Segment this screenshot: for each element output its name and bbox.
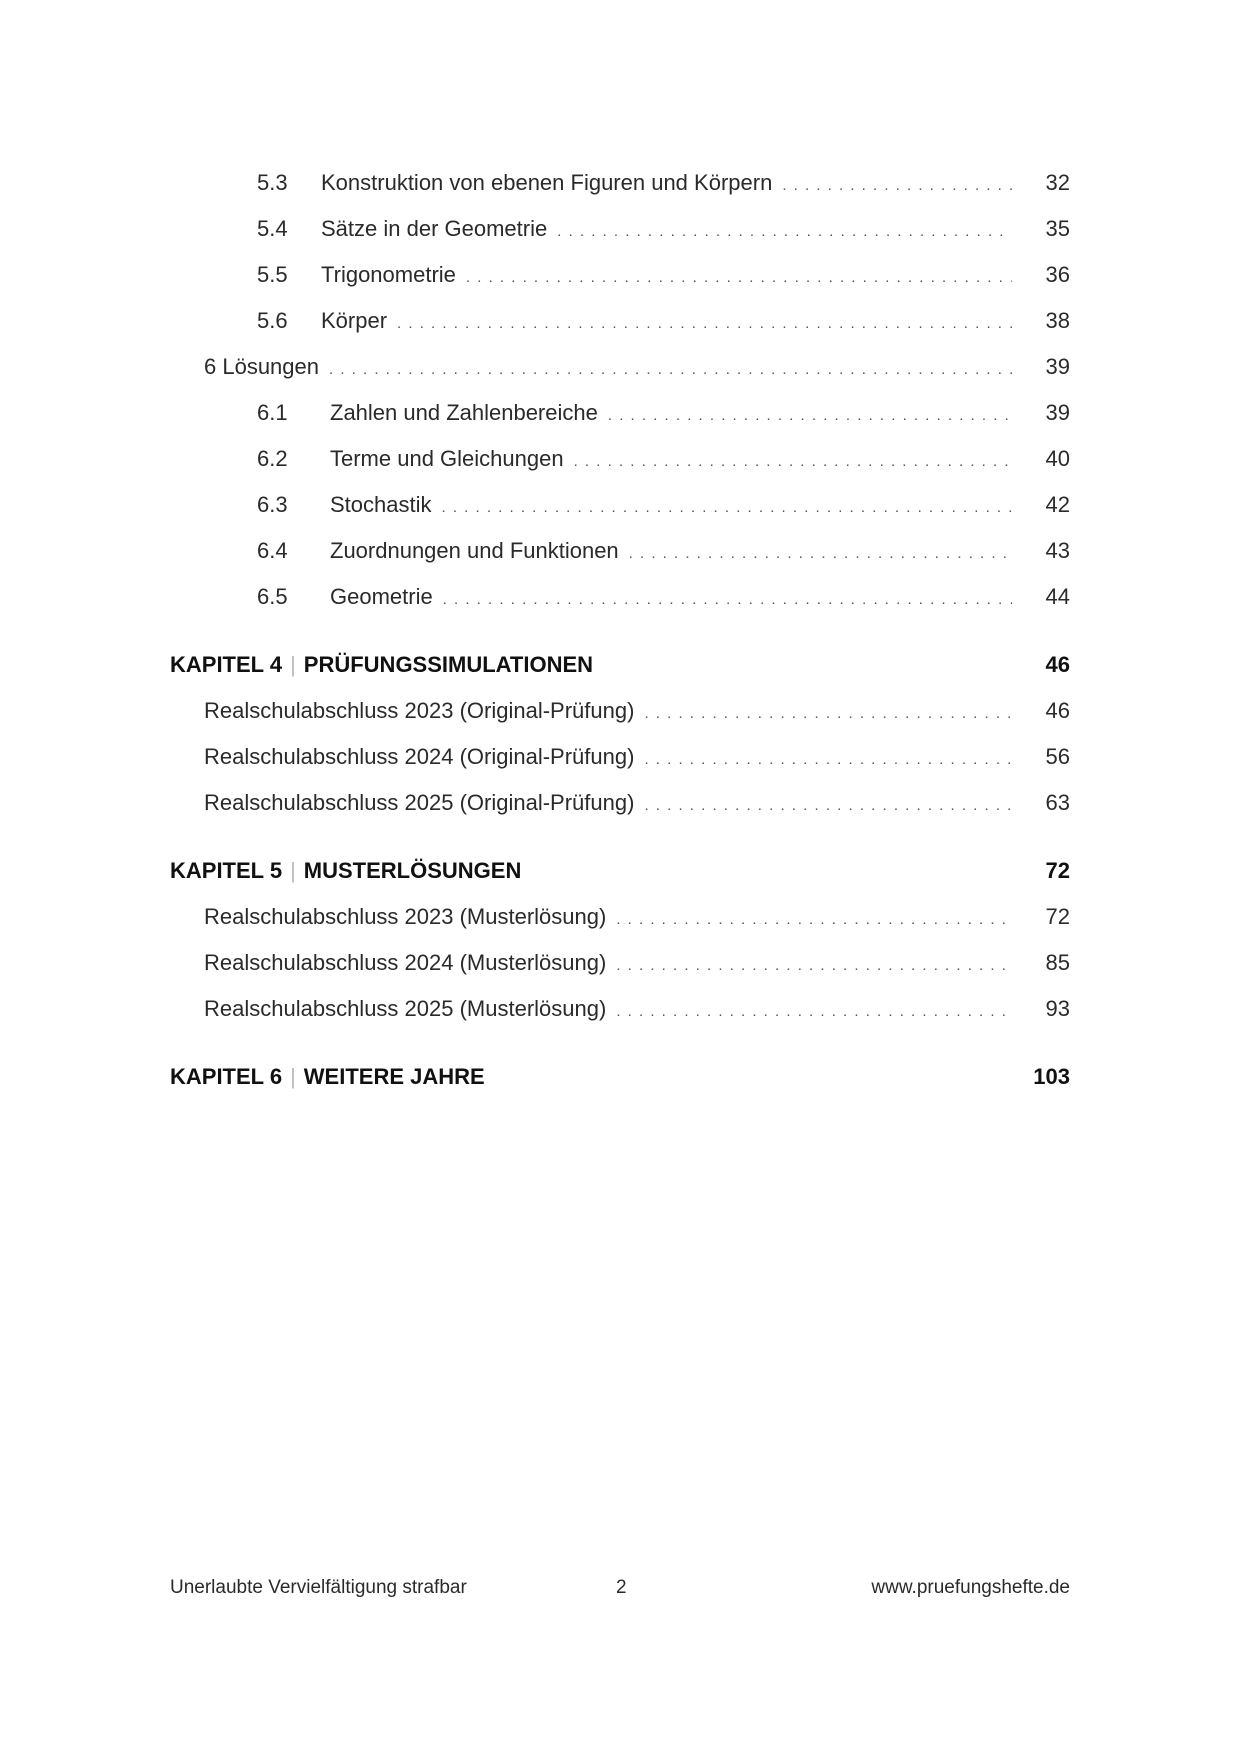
- dot-leader: [557, 223, 1012, 240]
- dot-leader: [329, 361, 1012, 378]
- toc-entry-rsa-2025-muster[interactable]: [170, 996, 1070, 1042]
- toc-entry-5-5[interactable]: [170, 262, 1070, 308]
- page-footer: [170, 1577, 1070, 1607]
- chapter-title: WEITERE JAHRE: [303, 1064, 485, 1089]
- dot-leader: [616, 1003, 1012, 1020]
- toc-entry-title: Konstruktion von ebenen Figuren und Körpern: [321, 170, 773, 195]
- toc-entry-page: 72: [1045, 904, 1070, 929]
- dot-leader: [616, 911, 1012, 928]
- toc-entry-page: 85: [1045, 950, 1070, 975]
- dot-leader: [442, 499, 1013, 516]
- toc-entry-title: Körper: [321, 308, 388, 333]
- toc-entry-title: Realschulabschluss 2024 (Musterlösung): [204, 950, 607, 975]
- toc-entry-page: 39: [1045, 354, 1070, 379]
- dot-leader: [644, 797, 1012, 814]
- dot-leader: [644, 705, 1012, 722]
- toc-entry-6-2[interactable]: [170, 446, 1070, 492]
- toc-entry-title: Realschulabschluss 2024 (Original-Prüfung): [204, 744, 635, 769]
- toc-chapter-4[interactable]: [170, 652, 1070, 698]
- toc-entry-page: 36: [1045, 262, 1070, 287]
- chapter-page: 103: [1033, 1064, 1070, 1089]
- toc-entry-6-3[interactable]: [170, 492, 1070, 538]
- chapter-label: KAPITEL 4: [170, 652, 283, 677]
- toc-entry-6-5[interactable]: [170, 584, 1070, 630]
- toc-entry-number: 6.4: [257, 538, 288, 563]
- toc-entry-rsa-2023-original[interactable]: [170, 698, 1070, 744]
- toc-entry-number: 5.6: [257, 308, 288, 333]
- toc-entry-page: 35: [1045, 216, 1070, 241]
- chapter-page: 46: [1045, 652, 1070, 677]
- toc-entry-5-4[interactable]: [170, 216, 1070, 262]
- chapter-separator: |: [290, 652, 296, 677]
- dot-leader: [782, 177, 1012, 194]
- toc-entry-number: 6.5: [257, 584, 288, 609]
- toc-chapter-6[interactable]: [170, 1064, 1070, 1110]
- toc-entry-5-3[interactable]: [170, 170, 1070, 216]
- toc-entry-page: 38: [1045, 308, 1070, 333]
- toc-entry-6-4[interactable]: [170, 538, 1070, 584]
- toc-entry-5-6[interactable]: [170, 308, 1070, 354]
- toc-entry-title: Realschulabschluss 2023 (Original-Prüfung): [204, 698, 635, 723]
- toc-entry-title: Terme und Gleichungen: [330, 446, 564, 471]
- toc-entry-page: 39: [1045, 400, 1070, 425]
- toc-entry-number: 6.3: [257, 492, 288, 517]
- toc-entry-rsa-2024-muster[interactable]: [170, 950, 1070, 996]
- dot-leader: [616, 957, 1012, 974]
- chapter-separator: |: [290, 1064, 296, 1089]
- toc-entry-title: Realschulabschluss 2025 (Original-Prüfung): [204, 790, 635, 815]
- toc-entry-6-1[interactable]: [170, 400, 1070, 446]
- footer-website[interactable]: www.pruefungshefte.de: [871, 1577, 1070, 1598]
- toc-entry-title: Stochastik: [330, 492, 432, 517]
- chapter-title: MUSTERLÖSUNGEN: [303, 858, 522, 883]
- chapter-title: PRÜFUNGSSIMULATIONEN: [303, 652, 594, 677]
- toc-entry-title: Realschulabschluss 2023 (Musterlösung): [204, 904, 607, 929]
- toc-entry-page: 63: [1045, 790, 1070, 815]
- toc-entry-page: 44: [1045, 584, 1070, 609]
- dot-leader: [466, 269, 1012, 286]
- toc-entry-6-loesungen[interactable]: [170, 354, 1070, 400]
- toc-entry-number: 5.5: [257, 262, 288, 287]
- toc-entry-page: 32: [1045, 170, 1070, 195]
- dot-leader: [644, 751, 1012, 768]
- toc-entry-title: Trigonometrie: [321, 262, 456, 287]
- toc-entry-page: 46: [1045, 698, 1070, 723]
- toc-entry-number: 6.2: [257, 446, 288, 471]
- chapter-separator: |: [290, 858, 296, 883]
- chapter-page: 72: [1045, 858, 1070, 883]
- toc-entry-rsa-2025-original[interactable]: [170, 790, 1070, 836]
- toc-entry-rsa-2024-original[interactable]: [170, 744, 1070, 790]
- chapter-label: KAPITEL 5: [170, 858, 283, 883]
- toc-entry-title: Zahlen und Zahlenbereiche: [330, 400, 598, 425]
- dot-leader: [443, 591, 1012, 608]
- toc-entry-page: 40: [1045, 446, 1070, 471]
- dot-leader: [629, 545, 1012, 562]
- toc-entry-page: 43: [1045, 538, 1070, 563]
- toc-entry-number: 5.3: [257, 170, 288, 195]
- toc-entry-title: Realschulabschluss 2025 (Musterlösung): [204, 996, 607, 1021]
- toc-entry-title: Geometrie: [330, 584, 433, 609]
- table-of-contents: [170, 170, 1070, 1110]
- toc-entry-page: 56: [1045, 744, 1070, 769]
- toc-entry-number: 5.4: [257, 216, 288, 241]
- toc-entry-title: Zuordnungen und Funktionen: [330, 538, 619, 563]
- toc-chapter-5[interactable]: [170, 858, 1070, 904]
- dot-leader: [574, 453, 1012, 470]
- dot-leader: [608, 407, 1012, 424]
- toc-entry-page: 93: [1045, 996, 1070, 1021]
- dot-leader: [397, 315, 1012, 332]
- page-number: 2: [616, 1577, 627, 1598]
- toc-entry-title: 6 Lösungen: [204, 354, 319, 379]
- toc-entry-rsa-2023-muster[interactable]: [170, 904, 1070, 950]
- chapter-label: KAPITEL 6: [170, 1064, 283, 1089]
- toc-entry-number: 6.1: [257, 400, 288, 425]
- toc-entry-page: 42: [1045, 492, 1070, 517]
- footer-copyright-notice: Unerlaubte Vervielfältigung strafbar: [170, 1577, 467, 1598]
- toc-entry-title: Sätze in der Geometrie: [321, 216, 548, 241]
